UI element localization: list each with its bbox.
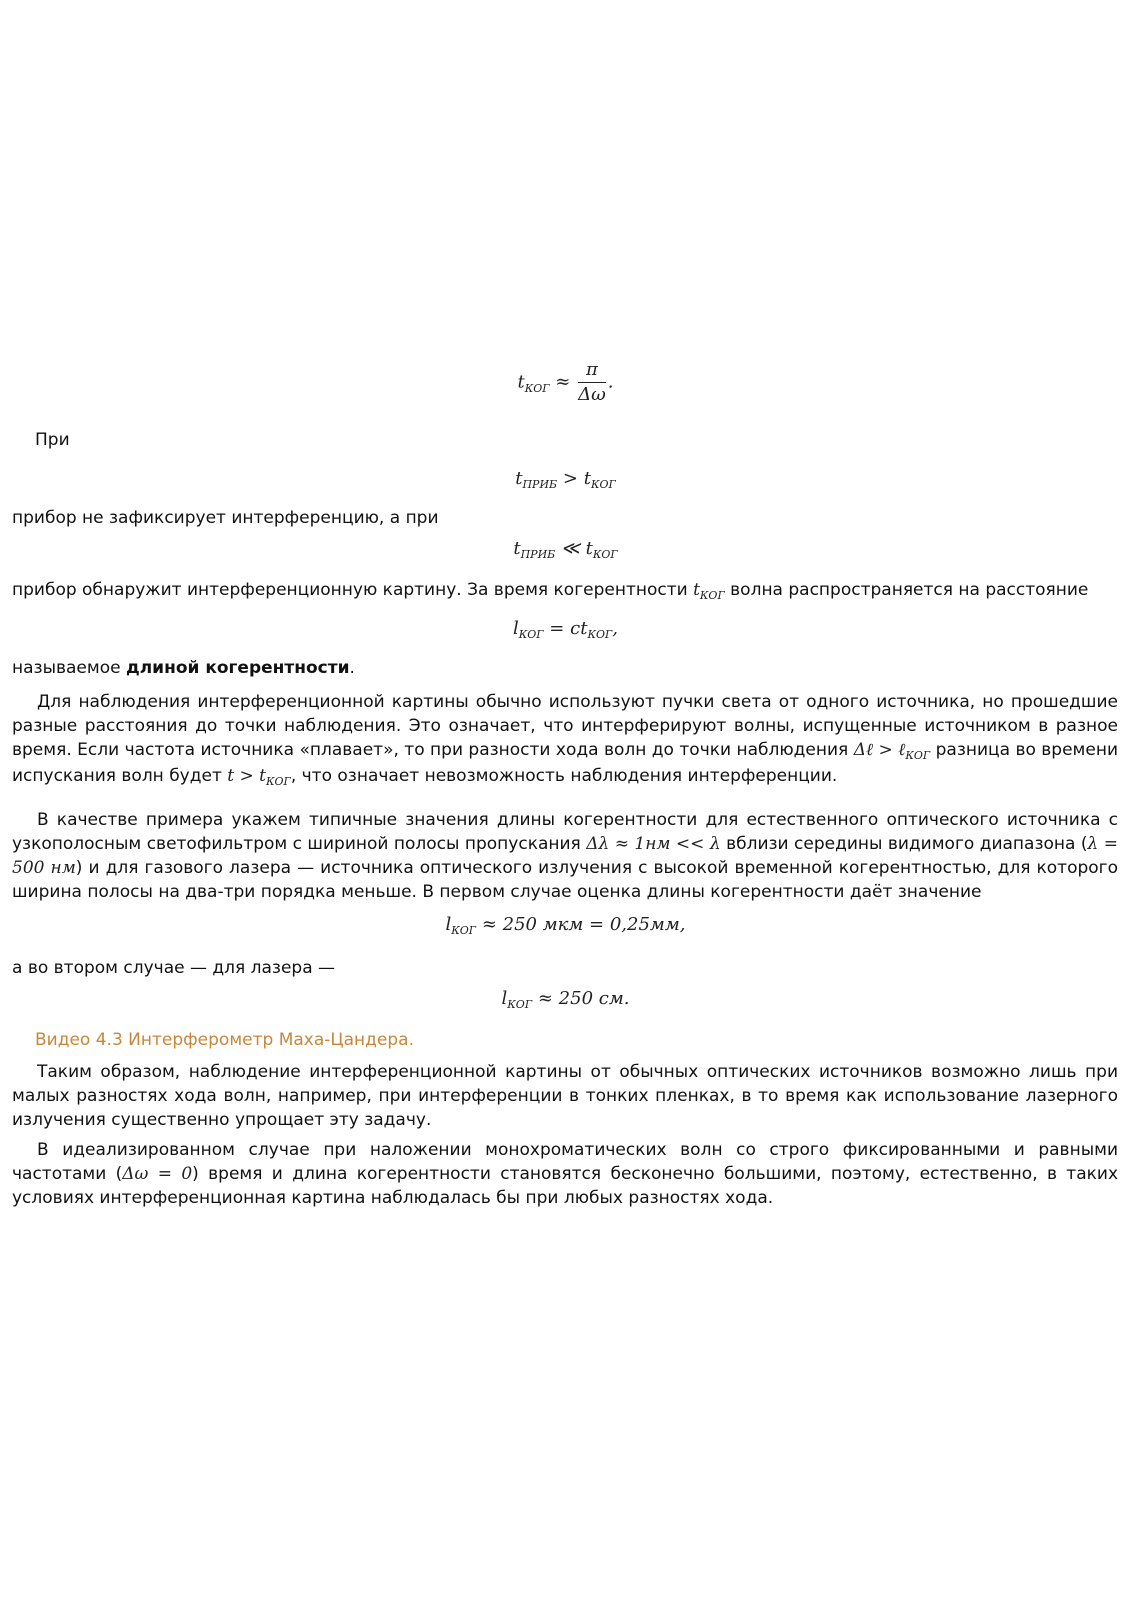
formula-coherence-time: $t_{КОГ}$ ≈ $\frac{\pi}{\Delta\omega}$ . (517, 359, 614, 405)
video-link[interactable]: Видео 4.3 Интерферометр Маха-Цандера. (35, 1030, 414, 1050)
formula-lkog-250mkm: $l_{КОГ} \approx 250$ мкм = 0,25мм, (445, 914, 686, 937)
paragraph-observation: Для наблюдения интерференционной картины обычно используют пучки света от одного источника, но прошедшие разные расстояния до точки наблюдения. Это означает, что интерферируют волны, испущенные источником в разное время. Если частота источника «плавает», то при разности хода волн до точки наблюдения Δℓ > ℓ$_{КОГ}$ разница во времени испускания волн будет $t > t_{КОГ}$, что означает невозможность наблюдения интерференции. (12, 692, 1119, 788)
formula-tprib-gt-tkog: $t_{ПРИБ} > t_{КОГ}$ (515, 468, 616, 491)
paragraph-conclusion: Таким образом, наблюдение интерференционной картины от обычных оптических источников возможно лишь при малых разностях хода волн, например, при интерференции в тонких пленках, в то время как использование лазерного излучения существенно упрощает эту задачу. (12, 1062, 1118, 1130)
formula-coherence-length: $l_{КОГ} = ct_{КОГ}$, (512, 618, 619, 641)
formula-tprib-ll-tkog: $t_{ПРИБ}$ ≪ $t_{КОГ}$ (513, 538, 618, 561)
paragraph-example: В качестве примера укажем типичные значения длины когерентности для естественного оптического источника с узкополосным светофильтром с шириной полосы пропускания Δλ ≈ 1нм << λ вблизи середины видимого диапазона (λ = 500 нм) и для газового лазера — источника оптического излучения с высокой временной когерентностью, для которого ширина полосы на два-три порядка меньше. В первом случае оценка длины когерентности даёт значение (12, 810, 1118, 902)
text-pri: При (35, 430, 70, 450)
paragraph-idealized: В идеализированном случае при наложении монохроматических волн со строго фиксированными и равными частотами (Δω = 0) время и длина когерентности становятся бесконечно большими, поэтому, естественно, в таких условиях интерференционная картина наблюдалась бы при любых разностях хода. (12, 1140, 1118, 1208)
formula-lkog-250cm: $l_{КОГ} \approx 250$ см. (501, 988, 630, 1011)
text-called: называемое длиной когерентности. (12, 658, 355, 678)
text-no-fix: прибор не зафиксирует интерференцию, а при (12, 508, 439, 528)
text-detect: прибор обнаружит интерференционную картину. За время когерентности $t_{КОГ}$ волна распространяется на расстояние (12, 580, 1089, 602)
text-second-case: а во втором случае — для лазера — (12, 958, 336, 978)
